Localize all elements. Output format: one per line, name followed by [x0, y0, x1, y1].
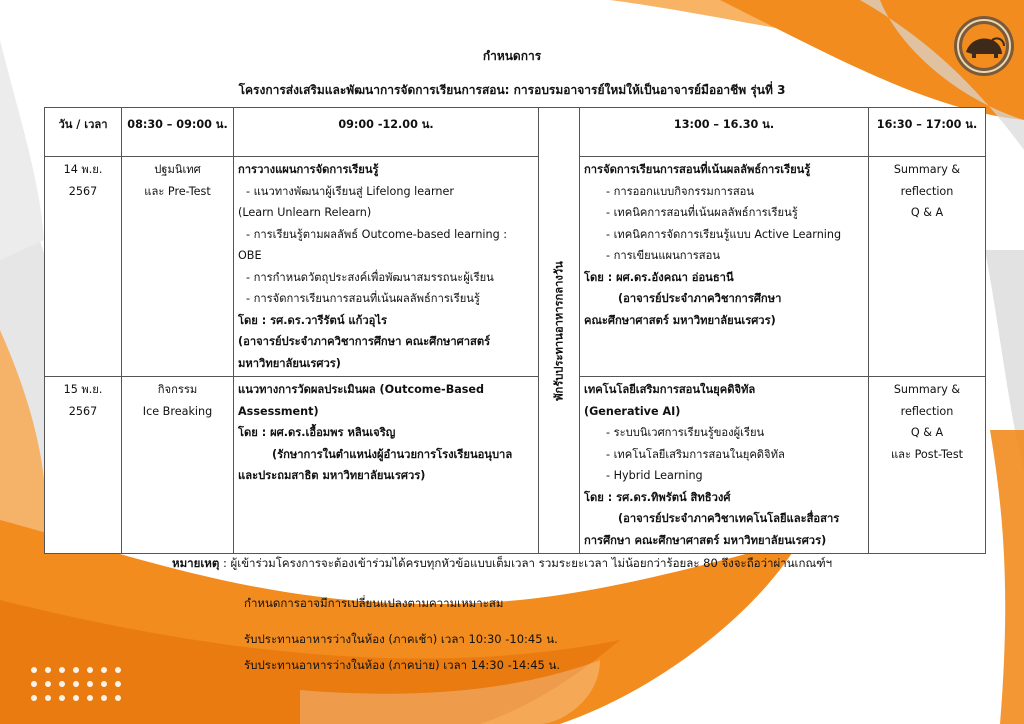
header-afternoon-slot: 13:00 – 16.30 น.: [580, 108, 869, 157]
late-activity: reflection: [900, 404, 954, 418]
speaker-affiliation: มหาวิทยาลัยนเรศวร): [238, 356, 341, 370]
late-activity: Q & A: [910, 206, 944, 219]
speaker-name: โดย : รศ.ดร.ทิพรัตน์ สิทธิวงศ์: [584, 490, 731, 504]
university-logo: [952, 14, 1016, 78]
session-item: - การกำหนดวัตถุประสงค์เพื่อพัฒนาสมรรถนะผู้เรียน: [246, 270, 494, 284]
session-item: (Learn Unlearn Relearn): [238, 206, 372, 219]
page-subtitle: โครงการส่งเสริมและพัฒนาการจัดการเรียนการสอน: การอบรมอาจารย์ใหม่ให้เป็นอาจารย์มืออาชีพ รุ่นที่ 3: [238, 83, 786, 97]
day-date: 15 พ.ย.: [63, 383, 103, 396]
early-activity: กิจกรรม: [157, 383, 198, 396]
morning-cell: [234, 377, 539, 554]
session-item: - การออกแบบกิจกรรมการสอน: [606, 184, 755, 198]
session-item: - แนวทางพัฒนาผู้เรียนสู่ Lifelong learner: [246, 184, 454, 198]
afternoon-cell: [580, 157, 869, 377]
page-title: กำหนดการ: [482, 49, 542, 63]
early-activity: ปฐมนิเทศ: [154, 163, 201, 176]
table-row: [45, 377, 986, 554]
lunch-break-cell: [539, 108, 580, 554]
late-cell: [869, 377, 986, 554]
early-cell: [122, 157, 234, 377]
session-item: OBE: [238, 249, 262, 262]
late-activity: reflection: [900, 184, 954, 198]
note-label: หมายเหตุ: [172, 556, 220, 570]
day-year: 2567: [68, 184, 98, 198]
session-item: - เทคนิคการสอนที่เน้นผลลัพธ์การเรียนรู้: [606, 206, 798, 219]
speaker-name: โดย : ผศ.ดร.เอื้อมพร หลินเจริญ: [238, 426, 396, 439]
table-header-row: [45, 108, 986, 157]
session-item: - Hybrid Learning: [606, 469, 703, 482]
note-text: : ผู้เข้าร่วมโครงการจะต้องเข้าร่วมได้ครบทุกหัวข้อแบบเต็มเวลา รวมระยะเวลา ไม่น้อยกว่าร้อยละ 80 จึงจะถือว่าผ่านเกณฑ์ฯ: [219, 556, 833, 570]
session-item: - การเขียนแผนการสอน: [606, 249, 721, 262]
early-activity-2: และ Pre-Test: [144, 184, 211, 198]
lunch-break-label: พักรับประทานอาหารกลางวัน: [552, 260, 566, 401]
afternoon-cell: [580, 377, 869, 554]
session-heading: แนวทางการวัดผลประเมินผล (Outcome-Based: [238, 383, 485, 396]
morning-cell: [234, 157, 539, 377]
early-activity-2: Ice Breaking: [142, 404, 213, 418]
session-heading: การจัดการเรียนการสอนที่เน้นผลลัพธ์การเรียนรู้: [584, 163, 811, 176]
speaker-affiliation: (อาจารย์ประจำภาควิชาการศึกษา คณะศึกษาศาสตร์: [238, 335, 491, 348]
day-year: 2567: [68, 404, 98, 418]
speaker-affiliation: การศึกษา คณะศึกษาศาสตร์ มหาวิทยาลัยนเรศวร): [584, 533, 827, 547]
speaker-affiliation: คณะศึกษาศาสตร์ มหาวิทยาลัยนเรศวร): [584, 313, 776, 327]
late-activity: Summary &: [893, 383, 961, 396]
early-cell: [122, 377, 234, 554]
decorative-dots: [28, 664, 138, 714]
note-line: [172, 555, 832, 573]
late-activity: Q & A: [910, 426, 944, 439]
speaker-affiliation: (อาจารย์ประจำภาควิชาเทคโนโลยีและสื่อสาร: [618, 512, 840, 525]
day-cell: [45, 377, 122, 554]
note-snack-morning: รับประทานอาหารว่างในห้อง (ภาคเช้า) เวลา 10:30 -10:45 น.: [244, 632, 558, 646]
note-change: กำหนดการอาจมีการเปลี่ยนแปลงตามความเหมาะสม: [244, 596, 504, 610]
session-item: - ระบบนิเวศการเรียนรู้ของผู้เรียน: [606, 426, 765, 439]
late-activity: Summary &: [893, 163, 961, 176]
header-late-slot: 16:30 – 17:00 น.: [869, 108, 986, 157]
speaker-affiliation: (อาจารย์ประจำภาควิชาการศึกษา: [618, 292, 782, 305]
header-day-time: วัน / เวลา: [45, 108, 122, 157]
session-heading: (Generative AI): [584, 404, 681, 418]
header-early-slot: 08:30 – 09:00 น.: [122, 108, 234, 157]
session-item: - เทคนิคการจัดการเรียนรู้แบบ Active Learning: [606, 227, 842, 241]
note-snack-afternoon: รับประทานอาหารว่างในห้อง (ภาคบ่าย) เวลา 14:30 -14:45 น.: [244, 658, 561, 672]
speaker-affiliation: และประถมสาธิต มหาวิทยาลัยนเรศวร): [238, 469, 426, 482]
day-date: 14 พ.ย.: [63, 163, 103, 176]
day-cell: [45, 157, 122, 377]
late-activity: และ Post-Test: [890, 447, 964, 461]
session-item: - การจัดการเรียนการสอนที่เน้นผลลัพธ์การเรียนรู้: [246, 292, 480, 305]
session-item: - การเรียนรู้ตามผลลัพธ์ Outcome-based learning :: [246, 227, 508, 241]
session-heading: การวางแผนการจัดการเรียนรู้: [238, 163, 379, 176]
speaker-name: โดย : รศ.ดร.วารีรัตน์ แก้วอุไร: [238, 313, 387, 327]
session-heading: เทคโนโลยีเสริมการสอนในยุคดิจิทัล: [584, 383, 756, 396]
session-item: - เทคโนโลยีเสริมการสอนในยุคดิจิทัล: [606, 447, 785, 461]
header-morning-slot: 09:00 -12.00 น.: [234, 108, 539, 157]
late-cell: [869, 157, 986, 377]
speaker-name: โดย : ผศ.ดร.อังคณา อ่อนธานี: [584, 270, 734, 284]
table-row: [45, 157, 986, 377]
session-heading: Assessment): [238, 404, 319, 418]
speaker-affiliation: (รักษาการในตำแหน่งผู้อำนวยการโรงเรียนอนุบาล: [272, 447, 513, 461]
schedule-table: [44, 107, 986, 554]
